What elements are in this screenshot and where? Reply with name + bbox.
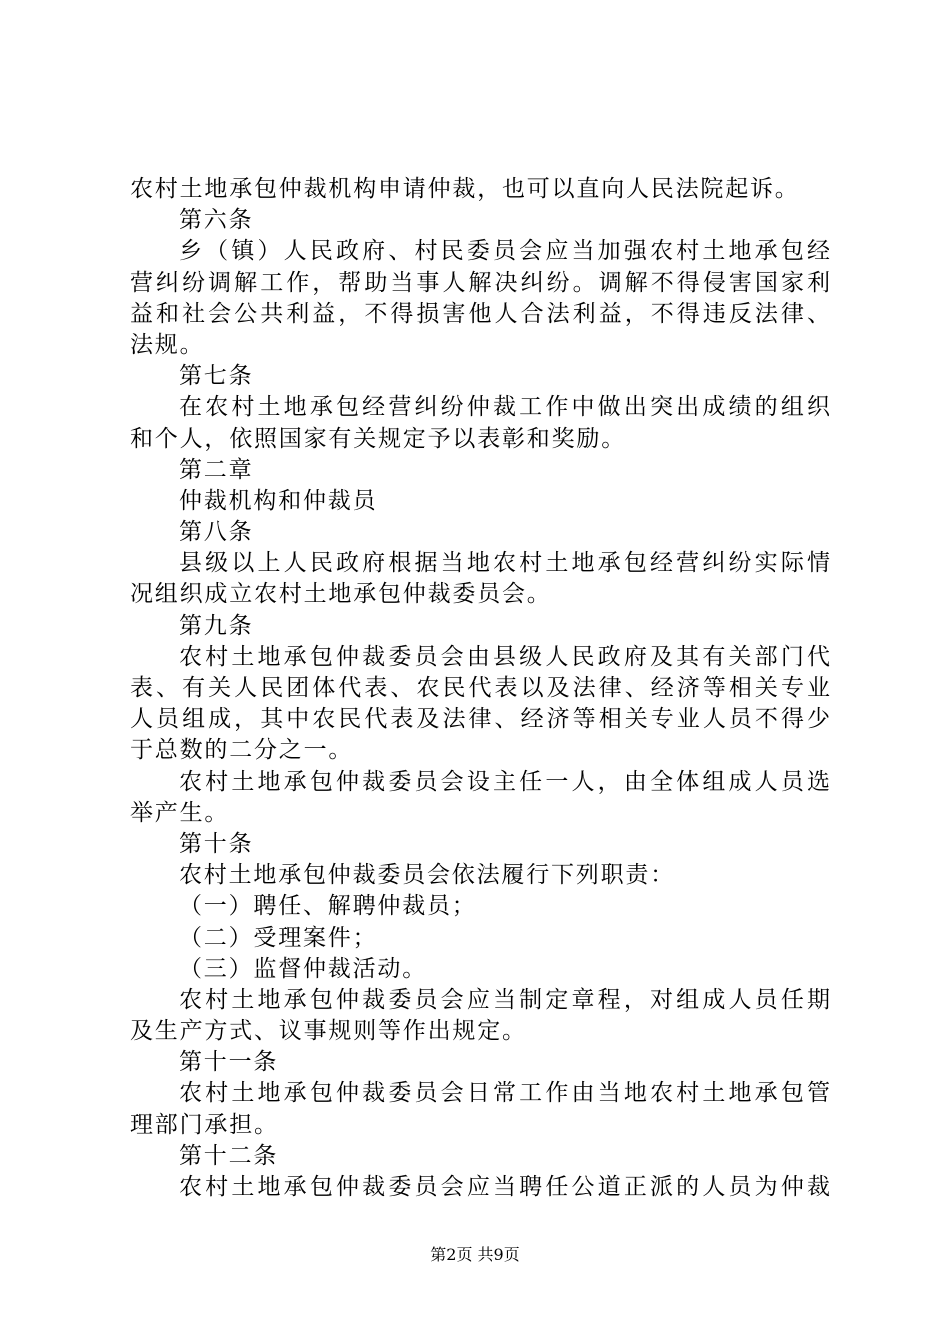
text-line: 农村土地承包仲裁机构申请仲裁，也可以直向人民法院起诉。 [130, 176, 800, 202]
text-line: （二）受理案件； [179, 924, 378, 951]
text-line: 第八条 [179, 519, 254, 546]
text-line: 人员组成，其中农民代表及法律、经济等相关专业人员不得少 [130, 706, 830, 733]
text-line: 第六条 [179, 207, 254, 234]
text-line: 法规。 [130, 331, 205, 358]
text-line: （三）监督仲裁活动。 [179, 955, 427, 982]
text-line: （一）聘任、解聘仲裁员； [179, 893, 477, 920]
document-body [130, 174, 830, 1203]
text-line: 第七条 [179, 363, 254, 390]
text-line: 和个人，依照国家有关规定予以表彰和奖励。 [130, 425, 626, 452]
text-line: 农村土地承包仲裁委员会应当聘任公道正派的人员为仲裁 [179, 1174, 830, 1200]
text-line: 第二章 [179, 456, 254, 483]
text-line: 于总数的二分之一。 [130, 737, 354, 764]
text-line: 况组织成立农村土地承包仲裁委员会。 [130, 581, 552, 608]
text-line: 营纠纷调解工作，帮助当事人解决纠纷。调解不得侵害国家利 [130, 269, 830, 296]
text-line: 乡（镇）人民政府、村民委员会应当加强农村土地承包经 [179, 238, 830, 265]
text-line: 举产生。 [130, 799, 230, 826]
text-line: 农村土地承包仲裁委员会依法履行下列职责： [179, 862, 675, 889]
text-line: 及生产方式、议事规则等作出规定。 [130, 1018, 527, 1045]
text-line: 理部门承担。 [130, 1111, 279, 1138]
page-footer: 第2页 共9页 [430, 1245, 520, 1264]
text-line: 县级以上人民政府根据当地农村土地承包经营纠纷实际情 [179, 550, 830, 577]
text-line: 第十条 [179, 830, 254, 857]
text-line: 第九条 [179, 612, 254, 639]
text-line: 仲裁机构和仲裁员 [179, 487, 378, 514]
text-line: 第十一条 [179, 1049, 279, 1076]
text-line: 农村土地承包仲裁委员会日常工作由当地农村土地承包管 [179, 1080, 830, 1107]
text-line: 农村土地承包仲裁委员会由县级人民政府及其有关部门代 [179, 643, 830, 670]
text-line: 在农村土地承包经营纠纷仲裁工作中做出突出成绩的组织 [179, 394, 830, 421]
text-line: 农村土地承包仲裁委员会设主任一人，由全体组成人员选 [179, 768, 830, 795]
text-line: 表、有关人民团体代表、农民代表以及法律、经济等相关专业 [130, 675, 830, 701]
text-line: 农村土地承包仲裁委员会应当制定章程，对组成人员任期 [179, 986, 830, 1013]
text-line: 第十二条 [179, 1142, 279, 1169]
text-line: 益和社会公共利益，不得损害他人合法利益，不得违反法律、 [130, 300, 830, 327]
